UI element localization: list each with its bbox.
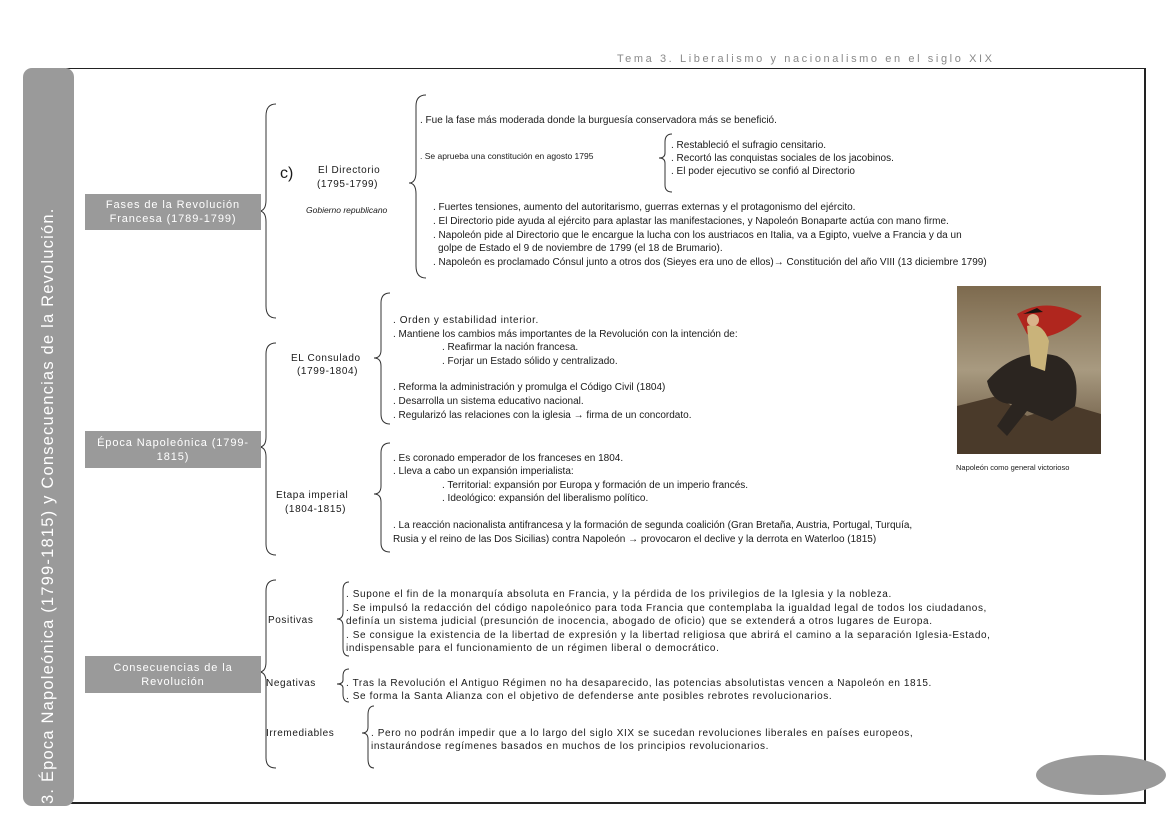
constitution-item: . Recortó las conquistas sociales de los jacobinos. bbox=[671, 153, 894, 164]
positivas-line: . Supone el fin de la monarquía absoluta en Francia, y la pérdida de los privilegios de la Iglesia y la nobleza. bbox=[346, 589, 892, 600]
consulado-subitem: . Reafirmar la nación francesa. bbox=[442, 342, 579, 353]
consulado-item: . Regularizó las relaciones con la iglesia → firma de un concordato. bbox=[393, 410, 692, 421]
imperial-years: (1804-1815) bbox=[285, 504, 347, 515]
directorio-name: El Directorio bbox=[318, 165, 381, 176]
imperial-item: Rusia y el reino de las Dos Sicilias) contra Napoleón → provocaron el declive y la derrota en Waterloo (1815) bbox=[393, 534, 877, 545]
brace-consulado bbox=[374, 293, 390, 424]
box-epoca: Época Napoleónica (1799-1815) bbox=[85, 431, 261, 468]
constitution-item: . Restableció el sufragio censitario. bbox=[671, 140, 827, 151]
directorio-line1: . Fue la fase más moderada donde la burguesía conservadora más se benefició. bbox=[420, 115, 777, 126]
negativas-label: Negativas bbox=[266, 678, 316, 689]
consulado-item: . Mantiene los cambios más importantes de la Revolución con la intención de: bbox=[393, 329, 738, 340]
irremediables-line: instaurándose regímenes basados en muchos de los principios revolucionarios. bbox=[371, 741, 770, 752]
negativas-line: . Se forma la Santa Alianza con el objetivo de defenderse ante posibles rebrotes revolucionarios. bbox=[346, 691, 833, 702]
irremediables-line: . Pero no podrán impedir que a lo largo del siglo XIX se sucedan revoluciones liberales en países europeos, bbox=[371, 728, 914, 739]
directorio-event: . El Directorio pide ayuda al ejército para aplastar las manifestaciones, y Napoleón Bonaparte actúa con mano firme. bbox=[433, 216, 949, 227]
consulado-years: (1799-1804) bbox=[297, 366, 359, 377]
imperial-subitem: . Territorial: expansión por Europa y formación de un imperio francés. bbox=[442, 480, 749, 491]
directorio-event: . Napoleón pide al Directorio que le encargue la lucha con los austriacos en Italia, va a Egipto, vuelve a Francia y da un bbox=[433, 230, 962, 241]
consulado-name: EL Consulado bbox=[291, 353, 361, 364]
brace-fases bbox=[259, 104, 276, 318]
imperial-subitem: . Ideológico: expansión del liberalismo político. bbox=[442, 493, 649, 504]
positivas-line: . Se impulsó la redacción del código napoleónico para toda Francia que contemplaba la igualdad legal de todos los ciudadanos, bbox=[346, 603, 987, 614]
brace-imperial bbox=[374, 443, 390, 552]
box-consecuencias: Consecuencias de la Revolución bbox=[85, 656, 261, 693]
consulado-item: . Reforma la administración y promulga el Código Civil (1804) bbox=[393, 382, 666, 393]
imperial-name: Etapa imperial bbox=[276, 490, 349, 501]
consulado-item: . Desarrolla un sistema educativo nacional. bbox=[393, 396, 584, 407]
directorio-constitution: . Se aprueba una constitución en agosto 1795 bbox=[420, 151, 594, 161]
directorio-event: golpe de Estado el 9 de noviembre de 1799 (el 18 de Brumario). bbox=[438, 243, 723, 254]
brace-epoca bbox=[259, 343, 276, 555]
consulado-item: . Orden y estabilidad interior. bbox=[393, 315, 539, 326]
negativas-line: . Tras la Revolución el Antiguo Régimen no ha desaparecido, las potencias absolutistas vencen a Napoleón en 1815. bbox=[346, 678, 932, 689]
directorio-event: . Fuertes tensiones, aumento del autoritarismo, guerras externas y el protagonismo del ejército. bbox=[433, 202, 856, 213]
directorio-type: Gobierno republicano bbox=[306, 205, 388, 215]
imperial-item: . Es coronado emperador de los franceses en 1804. bbox=[393, 453, 624, 464]
directorio-years: (1795-1799) bbox=[317, 179, 379, 190]
directorio-event: . Napoleón es proclamado Cónsul junto a otros dos (Sieyes era uno de ellos)→ Constitución del año VIII (13 diciembre 1799) bbox=[433, 257, 987, 268]
irremediables-label: Irremediables bbox=[266, 728, 335, 739]
phase-letter: c) bbox=[280, 165, 294, 182]
corner-oval bbox=[1036, 755, 1166, 795]
imperial-item: . La reacción nacionalista antifrancesa y la formación de segunda coalición (Gran Bretaña, Austria, Portugal, Turquía, bbox=[393, 520, 913, 531]
positivas-line: indispensable para el funcionamiento de un régimen liberal o democrático. bbox=[346, 643, 720, 654]
imperial-item: . Lleva a cabo un expansión imperialista: bbox=[393, 466, 574, 477]
topic-header: Tema 3. Liberalismo y nacionalismo en el siglo XIX bbox=[617, 53, 995, 65]
positivas-line: definía un sistema judicial (presunción de inocencia, abogado de oficio) que se extenderá a otros lugares de Europa. bbox=[346, 616, 933, 627]
positivas-label: Positivas bbox=[268, 615, 314, 626]
consulado-subitem: . Forjar un Estado sólido y centralizado. bbox=[442, 356, 618, 367]
constitution-item: . El poder ejecutivo se confió al Directorio bbox=[671, 166, 855, 177]
box-fases: Fases de la Revolución Francesa (1789-1799) bbox=[85, 194, 261, 230]
positivas-line: . Se consigue la existencia de la libertad de expresión y la libertad religiosa que abrirá el camino a la separación Iglesia-Estado, bbox=[346, 630, 991, 641]
image-caption: Napoleón como general victorioso bbox=[956, 463, 1070, 472]
napoleon-painting bbox=[957, 286, 1101, 454]
